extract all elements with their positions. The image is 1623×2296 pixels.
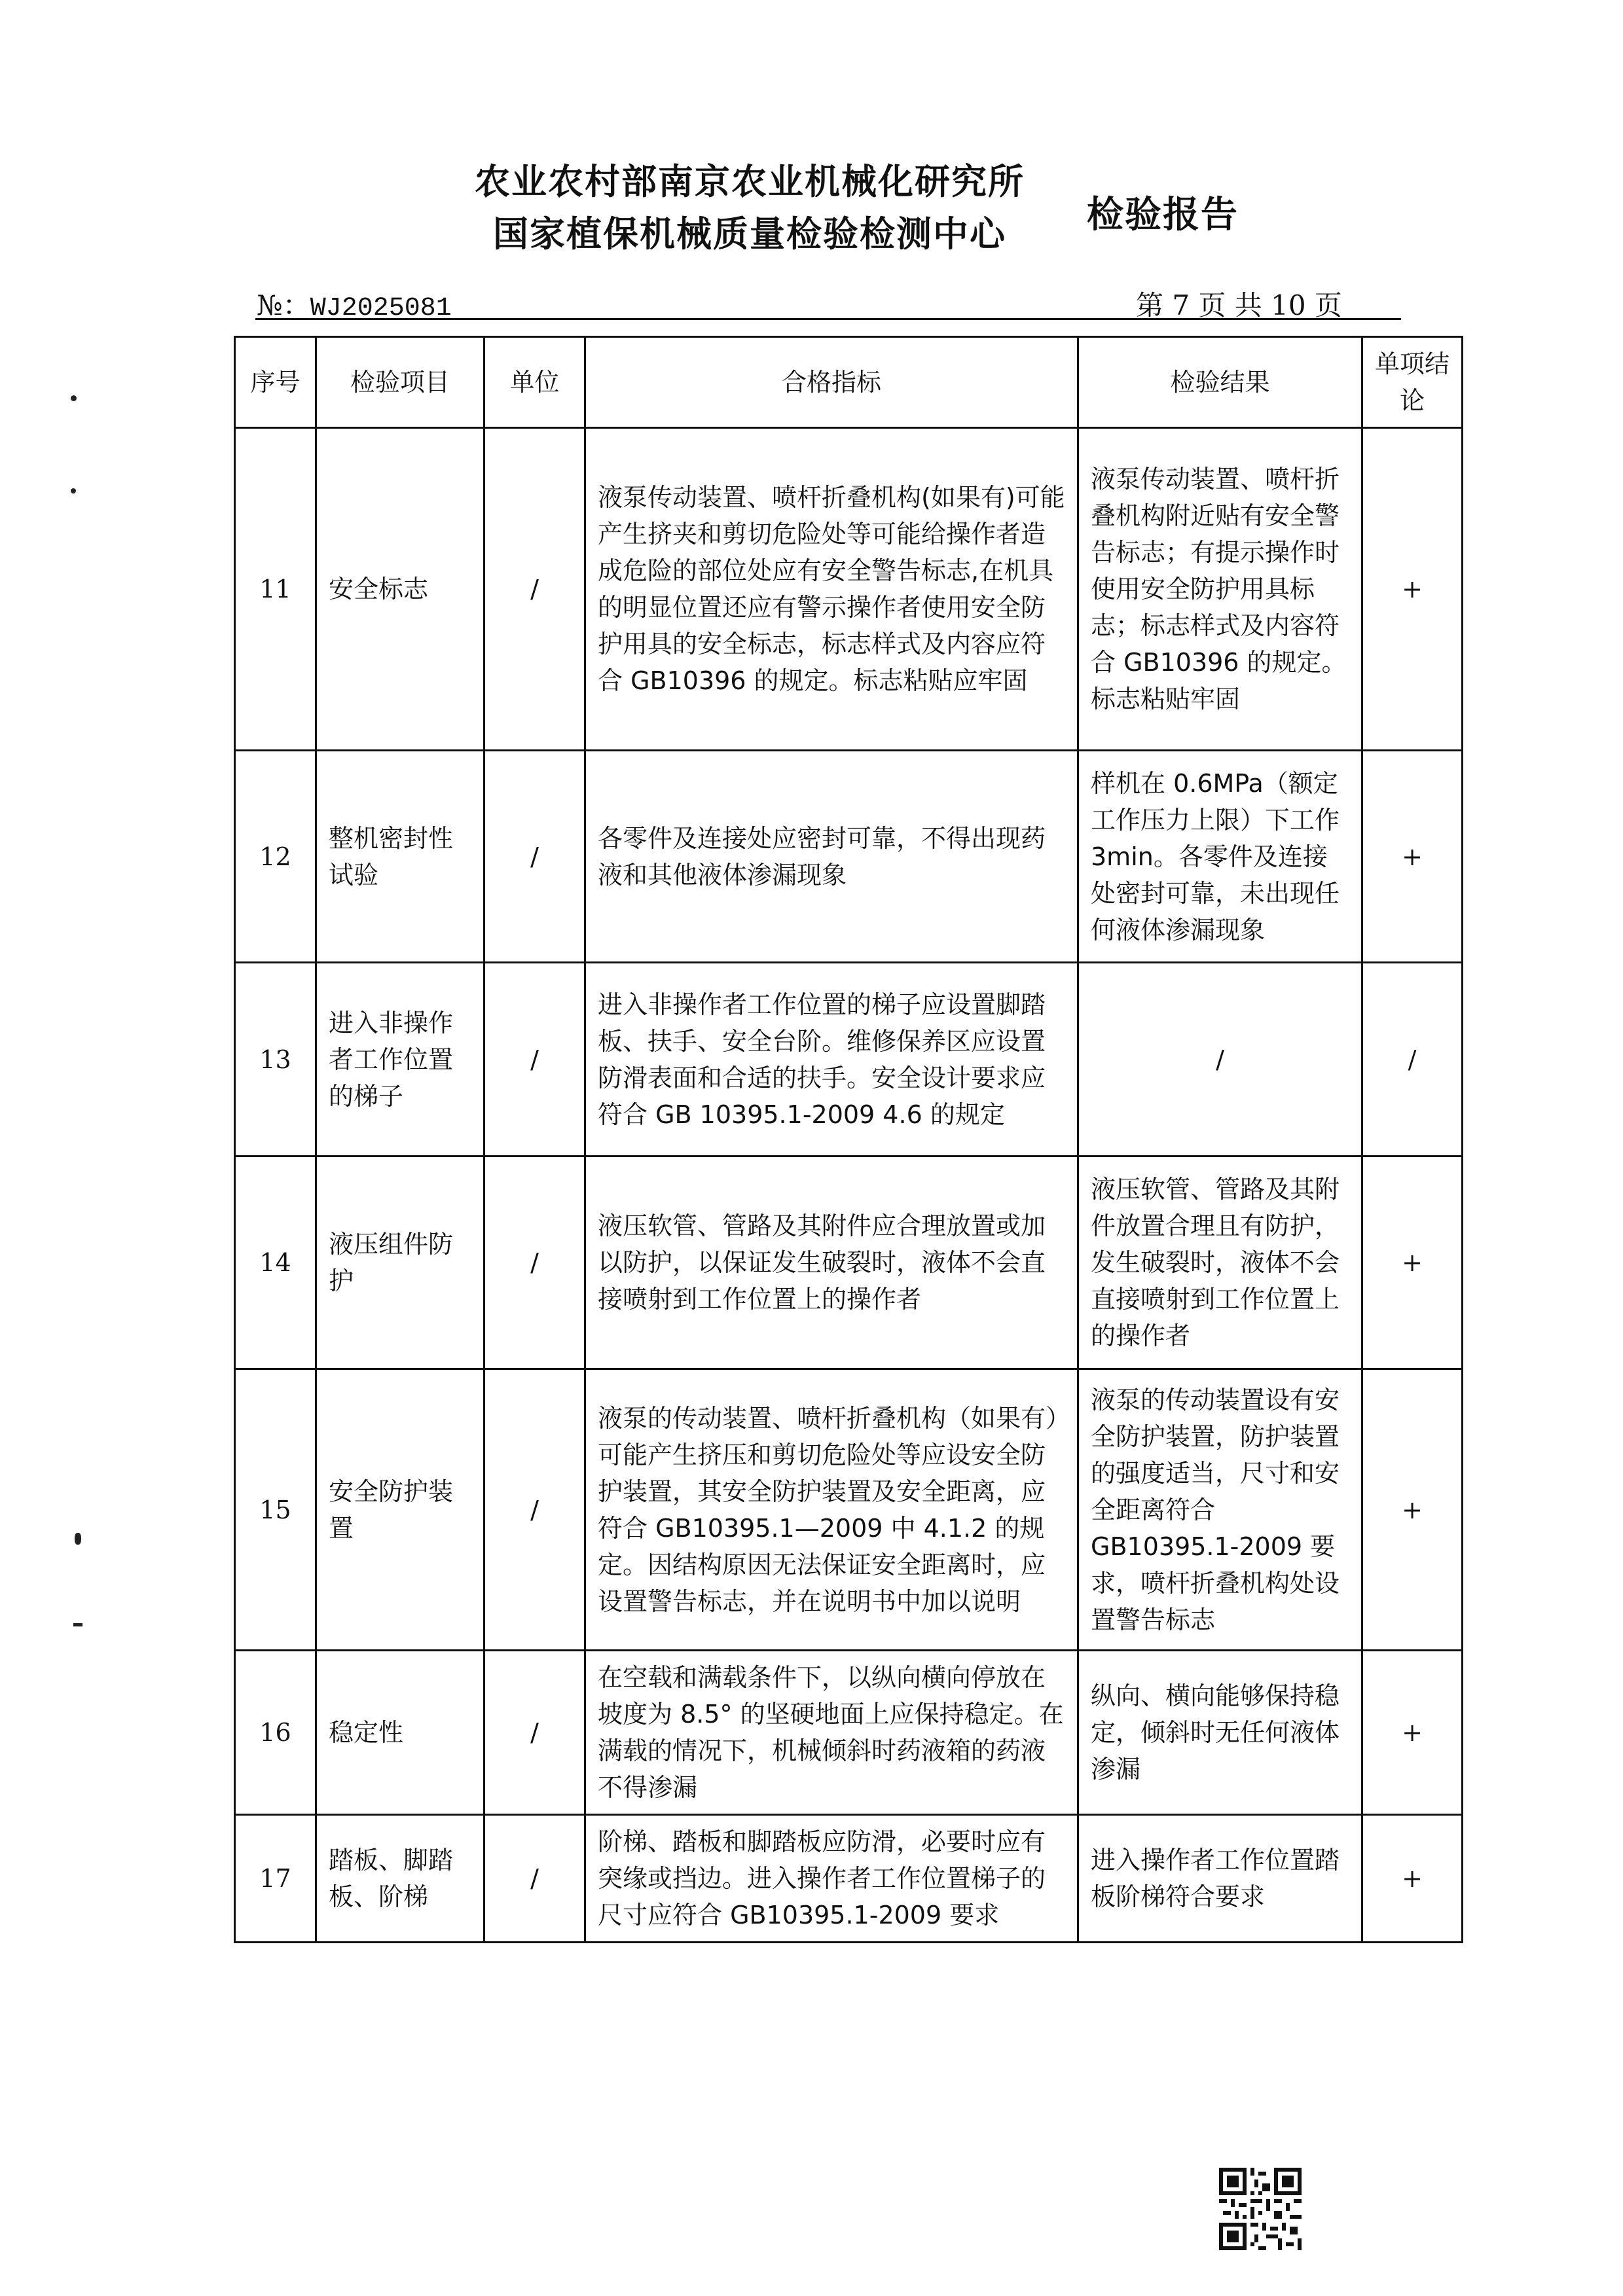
row-requirement: 液泵的传动装置、喷杆折叠机构（如果有）可能产生挤压和剪切危险处等应设安全防护装置，其安全防护装置及安全距离，应符合 GB10395.1—2009 中 4.1.2 的规定。因结构原因无法保证安全距离时，应设置警告标志，并在说明书中加以说明: [585, 1369, 1078, 1651]
row-item: 稳定性: [316, 1651, 484, 1815]
col-header-result: 检验结果: [1078, 337, 1362, 428]
org-line-1: 农业农村部南京农业机械化研究所: [475, 161, 1025, 202]
row-result: 进入操作者工作位置踏板阶梯符合要求: [1078, 1815, 1362, 1943]
row-unit: /: [484, 751, 585, 963]
col-header-conclusion: 单项结论: [1362, 337, 1463, 428]
row-number: 11: [235, 428, 316, 751]
table-row: [235, 751, 1463, 963]
col-header-number: 序号: [235, 337, 316, 428]
table-row: [235, 963, 1463, 1157]
organization-name: [419, 156, 1080, 260]
row-requirement: 液泵传动装置、喷杆折叠机构(如果有)可能产生挤夹和剪切危险处等可能给操作者造成危险的部位处应有安全警告标志,在机具的明显位置还应有警示操作者使用安全防护用具的安全标志，标志样式及内容应符合 GB10396 的规定。标志粘贴应牢固: [585, 428, 1078, 751]
col-header-unit: 单位: [484, 337, 585, 428]
row-number: 16: [235, 1651, 316, 1815]
row-result: 样机在 0.6MPa（额定工作压力上限）下工作 3min。各零件及连接处密封可靠，未出现任何液体渗漏现象: [1078, 751, 1362, 963]
row-requirement: 进入非操作者工作位置的梯子应设置脚踏板、扶手、安全台阶。维修保养区应设置防滑表面和合适的扶手。安全设计要求应符合 GB 10395.1-2009 4.6 的规定: [585, 963, 1078, 1157]
row-item: 液压组件防护: [316, 1157, 484, 1369]
row-requirement: 各零件及连接处应密封可靠，不得出现药液和其他液体渗漏现象: [585, 751, 1078, 963]
row-result: 液压软管、管路及其附件放置合理且有防护，发生破裂时，液体不会直接喷射到工作位置上的操作者: [1078, 1157, 1362, 1369]
row-number: 13: [235, 963, 316, 1157]
row-result: 纵向、横向能够保持稳定，倾斜时无任何液体渗漏: [1078, 1651, 1362, 1815]
scan-speck: [75, 1533, 81, 1545]
report-number-value: WJ2025081: [310, 294, 452, 323]
row-number: 12: [235, 751, 316, 963]
inspection-table: [234, 336, 1463, 1943]
row-conclusion: +: [1362, 1651, 1463, 1815]
header-rule: [255, 318, 1401, 320]
row-result: 液泵的传动装置设有安全防护装置，防护装置的强度适当，尺寸和安全距离符合 GB10395.1-2009 要求，喷杆折叠机构处设置警告标志: [1078, 1369, 1362, 1651]
table-row: [235, 1651, 1463, 1815]
row-conclusion: +: [1362, 1815, 1463, 1943]
col-header-item: 检验项目: [316, 337, 484, 428]
row-unit: /: [484, 428, 585, 751]
col-header-requirement: 合格指标: [585, 337, 1078, 428]
row-unit: /: [484, 1815, 585, 1943]
table-row: [235, 1157, 1463, 1369]
row-number: 14: [235, 1157, 316, 1369]
row-result: /: [1078, 963, 1362, 1157]
table-row: [235, 1815, 1463, 1943]
table-row: [235, 428, 1463, 751]
row-item: 踏板、脚踏板、阶梯: [316, 1815, 484, 1943]
row-unit: /: [484, 963, 585, 1157]
page-indicator: 第 7 页 共 10 页: [1136, 289, 1342, 321]
org-line-2: 国家植保机械质量检验检测中心: [493, 213, 1006, 255]
row-item: 进入非操作者工作位置的梯子: [316, 963, 484, 1157]
scan-speck: [71, 488, 76, 493]
row-unit: /: [484, 1651, 585, 1815]
row-conclusion: /: [1362, 963, 1463, 1157]
row-requirement: 在空载和满载条件下，以纵向横向停放在坡度为 8.5° 的坚硬地面上应保持稳定。在满载的情况下，机械倾斜时药液箱的药液不得渗漏: [585, 1651, 1078, 1815]
row-conclusion: +: [1362, 1157, 1463, 1369]
row-number: 17: [235, 1815, 316, 1943]
row-requirement: 阶梯、踏板和脚踏板应防滑，必要时应有突缘或挡边。进入操作者工作位置梯子的尺寸应符合 GB10395.1-2009 要求: [585, 1815, 1078, 1943]
table-row: [235, 1369, 1463, 1651]
row-conclusion: +: [1362, 1369, 1463, 1651]
scan-speck: [71, 395, 77, 401]
row-result: 液泵传动装置、喷杆折叠机构附近贴有安全警告标志；有提示操作时使用安全防护用具标志；标志样式及内容符合 GB10396 的规定。标志粘贴牢固: [1078, 428, 1362, 751]
report-number-label: №：: [257, 289, 310, 321]
row-conclusion: +: [1362, 428, 1463, 751]
row-requirement: 液压软管、管路及其附件应合理放置或加以防护，以保证发生破裂时，液体不会直接喷射到工作位置上的操作者: [585, 1157, 1078, 1369]
row-item: 整机密封性试验: [316, 751, 484, 963]
qr-code-icon: [1219, 2168, 1302, 2250]
row-item: 安全标志: [316, 428, 484, 751]
report-title: 检验报告: [1087, 194, 1239, 236]
row-unit: /: [484, 1157, 585, 1369]
row-number: 15: [235, 1369, 316, 1651]
scan-speck: [73, 1623, 82, 1626]
report-number: [257, 284, 452, 323]
row-unit: /: [484, 1369, 585, 1651]
row-item: 安全防护装置: [316, 1369, 484, 1651]
row-conclusion: +: [1362, 751, 1463, 963]
table-header-row: [235, 337, 1463, 428]
